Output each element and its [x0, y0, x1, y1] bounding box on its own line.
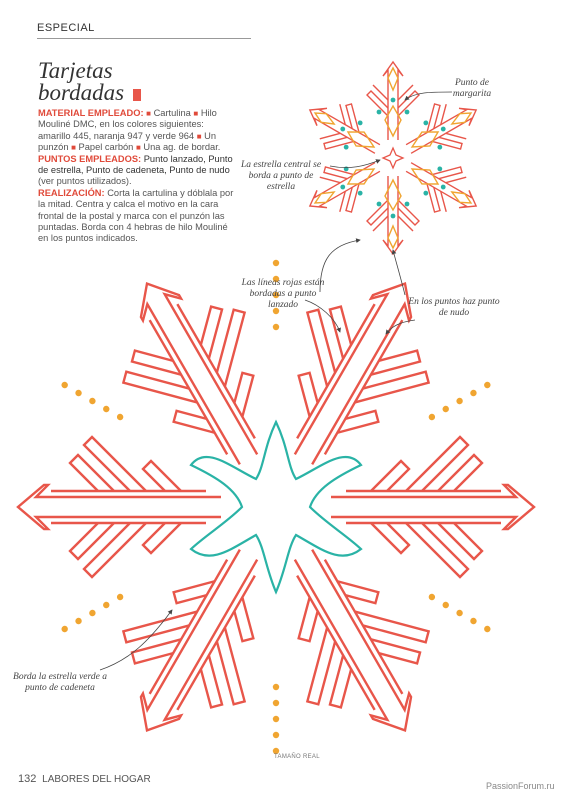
material-text-3: Un punzón: [38, 130, 217, 153]
bullet-icon: ■: [193, 109, 199, 118]
puntos-text: Punto lanzado, Punto de estrella, Punto de cadeneta, Punto de nudo: [38, 153, 233, 176]
material-text-4: Papel carbón: [78, 142, 134, 153]
material-label: MATERIAL EMPLEADO:: [38, 108, 144, 118]
note-margarita: Punto de margarita: [452, 78, 492, 99]
material-text-5: Una ag. de bordar.: [143, 142, 221, 153]
realizacion-text: Corta la cartulina y dóblala por la mitad. Centra y calca el motivo en la cara frontal de la postal y marca con el punzón las puntadas. Borda con 4 hebras de hilo Mouliné en los puntos indicados.: [38, 187, 234, 244]
bullet-icon: ■: [71, 143, 76, 153]
note-lineas-rojas: Las líneas rojas están bordadas a punto lanzado: [241, 278, 325, 310]
size-label: TAMAÑO REAL: [274, 754, 320, 760]
green-star: [191, 422, 361, 592]
title-line-1: Tarjetas: [38, 58, 113, 83]
bullet-icon: ■: [135, 143, 141, 153]
realizacion-label: REALIZACIÓN:: [38, 187, 105, 198]
note-estrella: La estrella central se borda a punto de estrella: [240, 160, 322, 192]
bullet-icon: ■: [146, 109, 151, 118]
bullet-icon: ■: [196, 131, 202, 141]
section-label: ESPECIAL: [37, 22, 95, 34]
note-cadeneta: Borda la estrella verde a punto de cadeneta: [13, 672, 107, 693]
magazine-name: LABORES DEL HOGAR: [42, 774, 151, 785]
page-number: 132: [18, 773, 37, 785]
puntos-text-2: (ver puntos utilizados).: [38, 176, 132, 187]
note-punto-nudo: En los puntos haz punto de nudo: [408, 297, 500, 318]
puntos-label: PUNTOS EMPLEADOS:: [38, 153, 142, 164]
title-line-2: bordadas: [38, 80, 125, 105]
material-text-2: Hilo Mouliné DMC, en los colores siguientes: amarillo 445, naranja 947 y verde 964: [38, 108, 217, 141]
watermark: PassionForum.ru: [486, 781, 555, 791]
material-text-1: Cartulina: [153, 108, 191, 118]
page-footer: [18, 773, 151, 785]
